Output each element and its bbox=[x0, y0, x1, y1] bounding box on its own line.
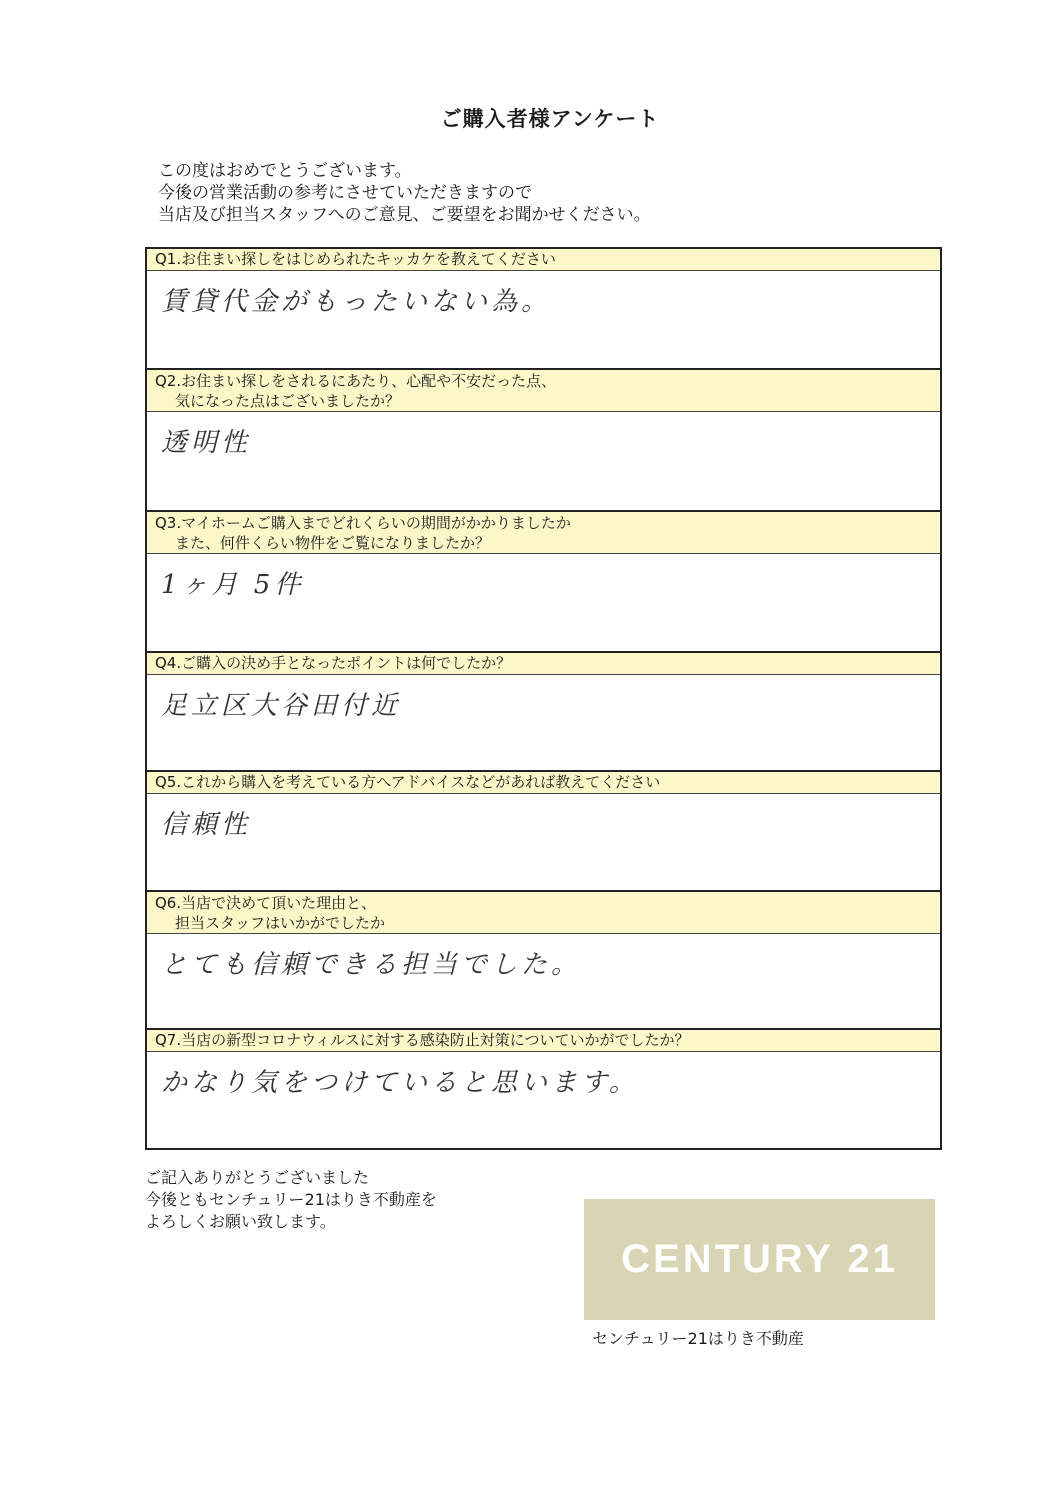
answer-4 bbox=[147, 675, 940, 772]
question-text: また、何件くらい物件をご覧になりましたか？ bbox=[175, 534, 491, 552]
answer-1 bbox=[147, 271, 940, 370]
survey-form bbox=[145, 247, 942, 1150]
handwritten-answer: 信頼性 bbox=[161, 810, 252, 840]
company-name: センチュリー21はりき不動産 bbox=[592, 1329, 804, 1348]
handwritten-answer: 足立区大谷田付近 bbox=[161, 691, 402, 721]
question-text: 担当スタッフはいかがでしたか bbox=[175, 914, 386, 932]
handwritten-answer: かなり気をつけていると思います。 bbox=[161, 1068, 639, 1098]
handwritten-answer: 透明性 bbox=[161, 428, 252, 458]
answer-5 bbox=[147, 794, 940, 892]
intro-line: この度はおめでとうございます。 bbox=[158, 161, 412, 181]
handwritten-answer: とても信頼できる担当でした。 bbox=[161, 950, 582, 980]
question-1 bbox=[147, 249, 940, 271]
question-text: Q5.これから購入を考えている方へアドバイスなどがあれば教えてください bbox=[155, 773, 661, 791]
closing-line: よろしくお願い致します。 bbox=[145, 1212, 336, 1231]
question-2 bbox=[147, 370, 940, 412]
closing-text bbox=[145, 1167, 437, 1233]
question-4 bbox=[147, 653, 940, 675]
handwritten-answer: 1ヶ月 5件 bbox=[161, 570, 305, 600]
question-text: Q6.当店で決めて頂いた理由と、 bbox=[155, 894, 377, 912]
answer-7 bbox=[147, 1052, 940, 1148]
intro-text bbox=[158, 160, 651, 226]
question-text: Q2.お住まい探しをされるにあたり、心配や不安だった点、 bbox=[155, 372, 557, 390]
question-5 bbox=[147, 772, 940, 794]
question-text: Q4.ご購入の決め手となったポイントは何でしたか？ bbox=[155, 654, 512, 672]
closing-line: ご記入ありがとうございました bbox=[145, 1168, 370, 1187]
answer-6 bbox=[147, 934, 940, 1030]
intro-line: 当店及び担当スタッフへのご意見、ご要望をお聞かせください。 bbox=[158, 205, 651, 225]
page-title: ご購入者様アンケート bbox=[440, 107, 660, 131]
century21-logo bbox=[584, 1199, 935, 1320]
logo-text: CENTURY 21 bbox=[621, 1237, 898, 1281]
question-7 bbox=[147, 1030, 940, 1052]
answer-3 bbox=[147, 554, 940, 653]
intro-line: 今後の営業活動の参考にさせていただきますので bbox=[158, 183, 532, 203]
question-text: Q3.マイホームご購入までどれくらいの期間がかかりましたか bbox=[155, 514, 571, 532]
question-3 bbox=[147, 512, 940, 554]
handwritten-answer: 賃貸代金がもったいない為。 bbox=[161, 287, 552, 317]
question-6 bbox=[147, 892, 940, 934]
closing-line: 今後ともセンチュリー21はりき不動産を bbox=[145, 1190, 437, 1209]
question-text: Q1.お住まい探しをはじめられたキッカケを教えてください bbox=[155, 250, 556, 268]
question-text: 気になった点はございましたか？ bbox=[175, 392, 401, 410]
answer-2 bbox=[147, 412, 940, 512]
question-text: Q7.当店の新型コロナウィルスに対する感染防止対策についていかがでしたか？ bbox=[155, 1031, 690, 1049]
